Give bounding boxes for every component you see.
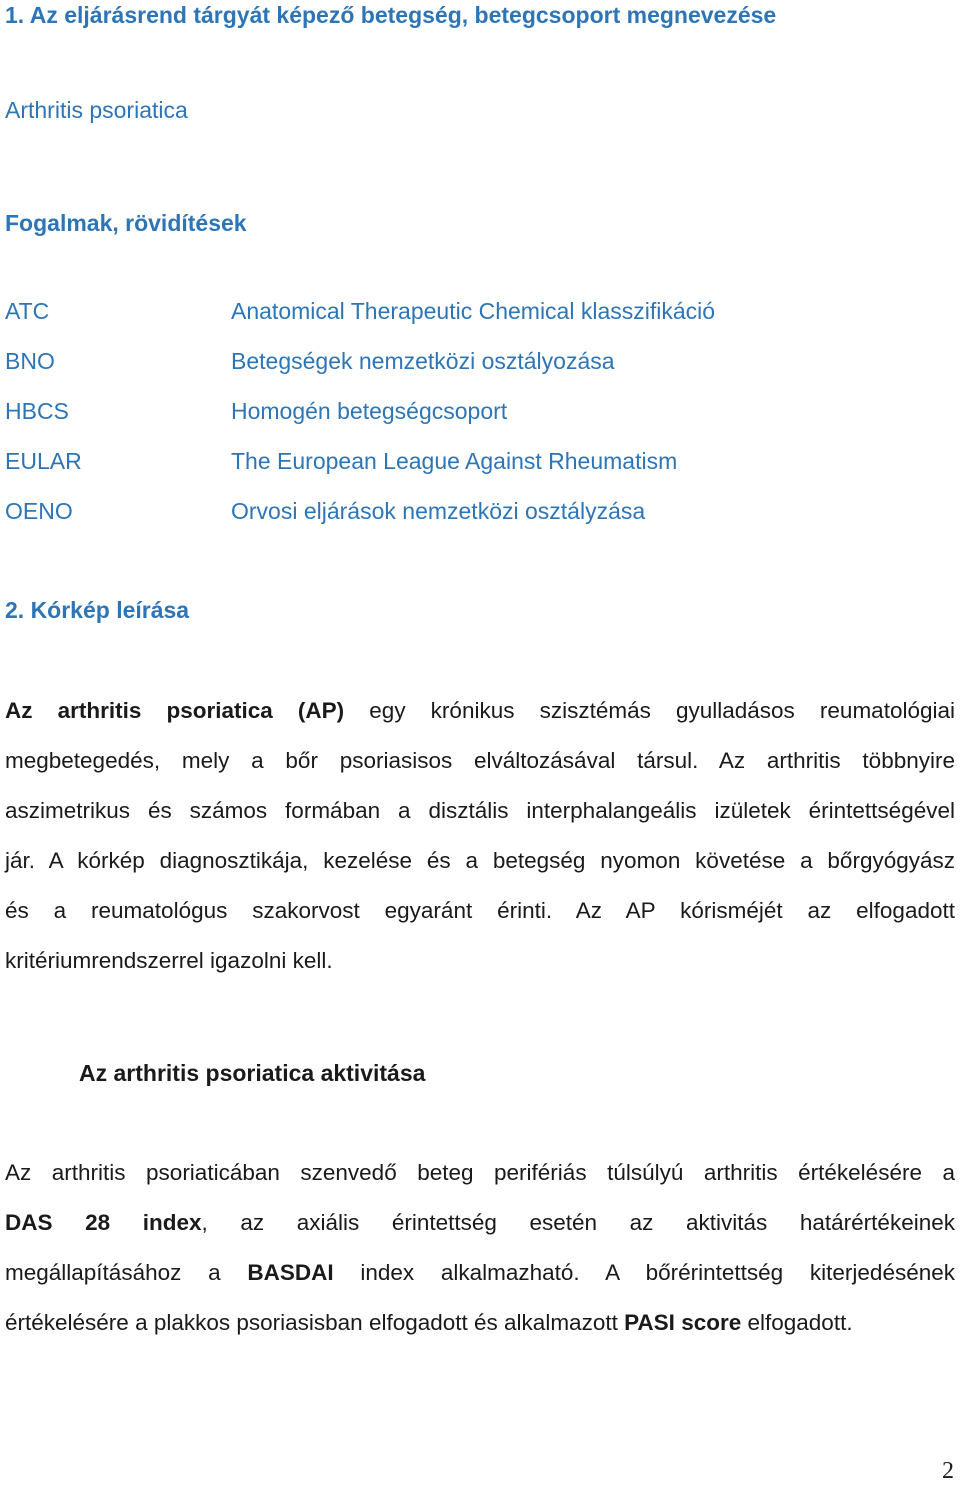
text-run: megállapításához a bbox=[5, 1260, 248, 1285]
glossary-abbr: HBCS bbox=[5, 398, 69, 424]
glossary-desc: Betegségek nemzetközi osztályozása bbox=[231, 348, 615, 374]
text-run: index alkalmazható. A bőrérintettség kiterjedésének bbox=[333, 1260, 955, 1285]
paragraph-line: aszimetrikus és számos formában a disztális interphalangeális izületek érintettségével bbox=[5, 798, 955, 823]
paragraph-line bbox=[5, 1248, 955, 1298]
glossary-desc: Orvosi eljárások nemzetközi osztályzása bbox=[231, 498, 646, 524]
text-run: elfogadott. bbox=[741, 1310, 853, 1335]
paragraph-line bbox=[5, 1298, 955, 1348]
paragraph-line bbox=[5, 1198, 955, 1248]
paragraph-line bbox=[5, 686, 955, 736]
paragraph-line: jár. A kórkép diagnosztikája, kezelése és a betegség nyomon követése a bőrgyógyász bbox=[5, 848, 955, 873]
paragraph-line: és a reumatológus szakorvost egyaránt érinti. Az AP kórisméjét az elfogadott bbox=[5, 898, 955, 923]
glossary-desc: The European League Against Rheumatism bbox=[231, 448, 678, 474]
glossary-abbr: OENO bbox=[5, 498, 73, 524]
page-number: 2 bbox=[942, 1458, 954, 1484]
bold-phrase: PASI score bbox=[624, 1310, 742, 1335]
glossary-abbr: EULAR bbox=[5, 448, 82, 474]
glossary-desc: Homogén betegségcsoport bbox=[231, 398, 508, 424]
text-run: értékelésére a plakkos psoriasisban elfogadott és alkalmazott bbox=[5, 1310, 625, 1335]
disease-name: Arthritis psoriatica bbox=[5, 97, 188, 123]
glossary-abbr: ATC bbox=[5, 298, 50, 324]
glossary-desc: Anatomical Therapeutic Chemical klasszifikáció bbox=[231, 298, 716, 324]
paragraph-line: megbetegedés, mely a bőr psoriasisos elváltozásával társul. Az arthritis többnyire bbox=[5, 748, 955, 773]
disease-description-paragraph bbox=[5, 686, 955, 986]
text-run: egy krónikus szisztémás gyulladásos reumatológiai bbox=[344, 698, 955, 723]
section-1-heading: 1. Az eljárásrend tárgyát képező betegség, betegcsoport megnevezése bbox=[5, 2, 777, 28]
paragraph-line: kritériumrendszerrel igazolni kell. bbox=[5, 948, 333, 973]
paragraph-line: Az arthritis psoriaticában szenvedő beteg perifériás túlsúlyú arthritis értékelésére a bbox=[5, 1160, 955, 1185]
bold-phrase: Az arthritis psoriatica (AP) bbox=[5, 698, 345, 723]
glossary-title: Fogalmak, rövidítések bbox=[5, 210, 247, 236]
text-run: , az axiális érintettség esetén az aktivitás határértékeinek bbox=[201, 1210, 955, 1235]
bold-phrase: DAS 28 index bbox=[5, 1210, 202, 1235]
activity-paragraph bbox=[5, 1148, 955, 1348]
activity-title: Az arthritis psoriatica aktivitása bbox=[79, 1060, 426, 1086]
bold-phrase: BASDAI bbox=[247, 1260, 334, 1285]
glossary-abbr: BNO bbox=[5, 348, 55, 374]
section-2-heading: 2. Kórkép leírása bbox=[5, 597, 190, 623]
